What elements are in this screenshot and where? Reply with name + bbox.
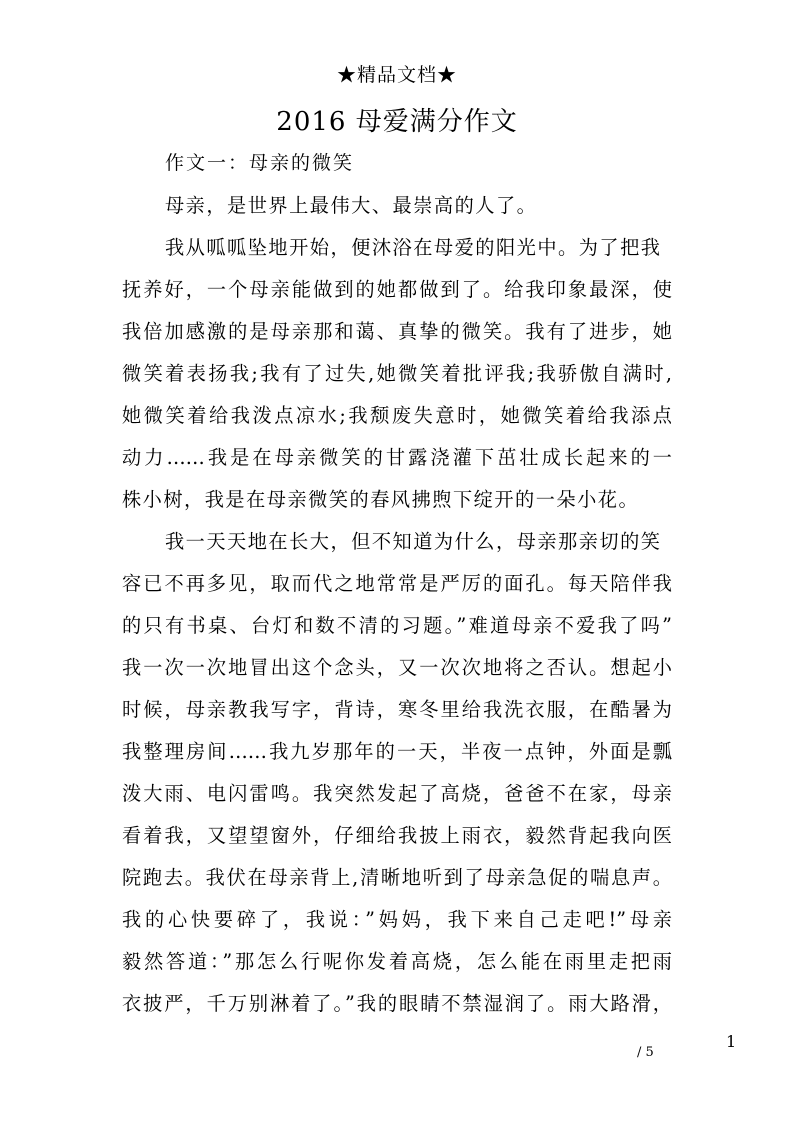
paragraph-line: 抚养好，一个母亲能做到的她都做到了。给我印象最深，使 [122,278,672,301]
paragraph-line: 衣披严，千万别淋着了。”我的眼睛不禁湿润了。雨大路滑， [122,992,672,1015]
paragraph-line: 微笑着表扬我;我有了过失,她微笑着批评我;我骄傲自满时, [122,362,672,385]
paragraph-line: 院跑去。我伏在母亲背上,清晰地听到了母亲急促的喘息声。 [122,866,672,889]
paragraph-line: 的只有书桌、台灯和数不清的习题。”难道母亲不爱我了吗” [122,614,672,637]
page-number: 1 [726,1032,737,1051]
paragraph-line: 她微笑着给我泼点凉水;我颓废失意时，她微笑着给我添点 [122,404,672,427]
paragraph-line: 毅然答道：”那怎么行呢你发着高烧，怎么能在雨里走把雨 [122,950,672,973]
paragraph-line: 容已不再多见，取而代之地常常是严厉的面孔。每天陪伴我 [122,572,672,595]
paragraph-line: 我的心快要碎了，我说：”妈妈，我下来自己走吧!”母亲 [122,908,672,931]
paragraph-line: 动力……我是在母亲微笑的甘露浇灌下茁壮成长起来的一 [122,446,672,469]
paragraph-line: 我一天天地在长大，但不知道为什么，母亲那亲切的笑 [165,530,662,553]
paragraph-line: 我整理房间……我九岁那年的一天，半夜一点钟，外面是瓢 [122,740,672,763]
paragraph-line: 时候，母亲教我写字，背诗，寒冬里给我洗衣服，在酷暑为 [122,698,672,721]
paragraph-line: 看着我，又望望窗外，仔细给我披上雨衣，毅然背起我向医 [122,824,672,847]
paragraph-line: 我倍加感激的是母亲那和蔼、真挚的微笑。我有了进步，她 [122,320,672,343]
essay-subtitle: 作文一：母亲的微笑 [165,152,355,174]
document-title: 2016 母爱满分作文 [276,107,518,137]
paragraph-line: 泼大雨、电闪雷鸣。我突然发起了高烧，爸爸不在家，母亲 [122,782,672,805]
document-header: ★精品文档★ [336,64,457,86]
paragraph-line: 我从呱呱坠地开始，便沐浴在母爱的阳光中。为了把我 [165,236,662,259]
paragraph-line: 我一次一次地冒出这个念头，又一次次地将之否认。想起小 [122,656,672,679]
paragraph-line: 株小树，我是在母亲微笑的春风拂煦下绽开的一朵小花。 [122,488,640,511]
paragraph-line: 母亲，是世界上最伟大、最崇高的人了。 [165,194,538,217]
page-total: / 5 [637,1045,654,1060]
